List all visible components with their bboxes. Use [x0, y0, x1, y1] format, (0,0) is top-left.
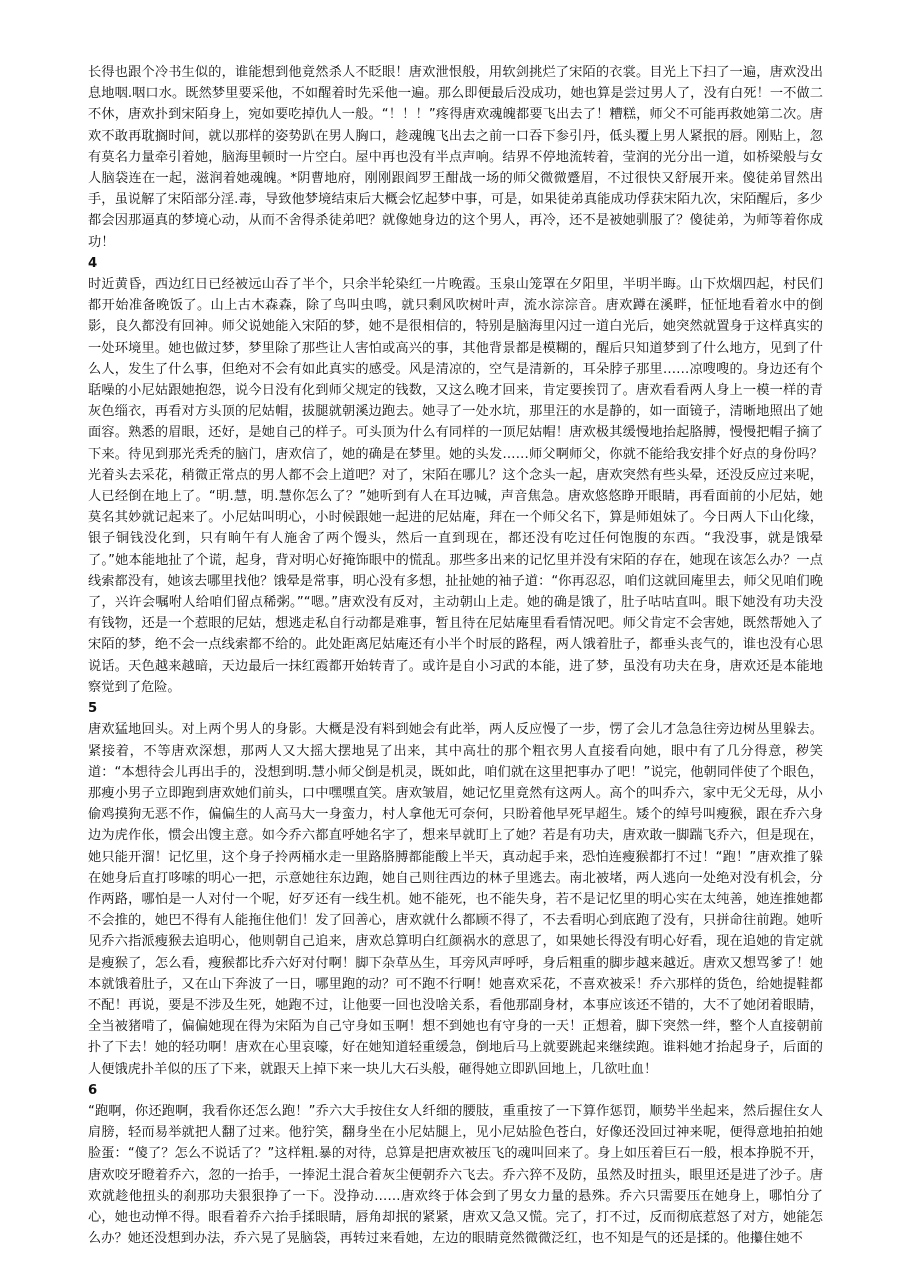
paragraph-chapter-6: “跑啊，你还跑啊，我看你还怎么跑！”乔六大手按住女人纤细的腰肢，重重按了一下算作惩罚，顺势半坐起来，然后握住女人肩膀，轻而易举就把人翻了过来。他狞笑，翻身坐在小尼姑腿上，见小尼姑脸色苍白，好像还没回过神来呢，便得意地拍拍她脸蛋：“傻了？怎么不说话了？”这样粗.暴的对待，总算是把唐欢被压飞的魂叫回来了。身上如压着巨石一般，根本挣脱不开，唐欢咬牙瞪着乔六，忽的一抬手，一捧泥土混合着灰尘便朝乔六飞去。乔六猝不及防，虽然及时扭头，眼里还是进了沙子。唐欢就趁他扭头的刹那功夫狠狠挣了一下。没挣动……唐欢终于体会到了男女力量的悬殊。乔六只需要压在她身上，哪怕分了心，她也动惮不得。眼看着乔六抬手揉眼睛，唇角却抿的紧紧，唐欢又急又慌。完了，打不过，反而彻底惹怒了对方，她能怎么办？她还没想到办法，乔六晃了晃脑袋，再转过来看她，左边的眼睛竟然微微泛红，也不知是气的还是揉的。他攥住她不 — [88, 1103, 823, 1247]
chapter-number-6: 6 — [88, 1082, 98, 1098]
paragraph-chapter-3-ending: 长得也跟个冷书生似的，谁能想到他竟然杀人不眨眼！唐欢泄恨般，用软剑挑烂了宋陌的衣裳。目光上下扫了一遍，唐欢没出息地咽.咽口水。既然梦里要采他，不如醒着时先采他一遍。那么即便最后没成功，她也算是尝过男人了，没有白死！一不做二不休，唐欢扑到宋陌身上，宛如要吃掉仇人一般。“！！！”疼得唐欢魂魄都要飞出去了！糟糕，师父不可能再救她第二次。唐欢不敢再耽搁时间，就以那样的姿势趴在男人胸口，趁魂魄飞出去之前一口吞下参引丹，低头覆上男人紧抿的唇。刚贴上，忽有莫名力量牵引着她，脑海里顿时一片空白。屋中再也没有半点声响。结界不停地流转着，莹润的光分出一道，如桥梁般与女人脑袋连在一起，滋润着她魂魄。*阴曹地府，刚刚跟阎罗王酣战一场的师父微微蹙眉，不过很快又舒展开来。傻徒弟冒然出手，虽说解了宋陌部分淫.毒，导致他梦境结束后大概会忆起梦中事，可是，如果徒弟真能成功俘获宋陌九次，宋陌醒后，多少都会因那逼真的梦境心动，从而不舍得杀徒弟吧？就像她身边的这个男人，再冷，还不是被她驯服了？傻徒弟，为师等着你成功！ — [88, 65, 823, 250]
chapter-number-4: 4 — [88, 255, 98, 271]
chapter-number-5: 5 — [88, 701, 98, 717]
paragraph-chapter-4: 时近黄昏，西边红日已经被远山吞了半个，只余半轮染红一片晚霞。玉泉山笼罩在夕阳里，半明半晦。山下炊烟四起，村民们都开始准备晚饭了。山上古木森森，除了鸟叫虫鸣，就只剩风吹树叶声，流水淙淙音。唐欢蹲在溪畔，怔怔地看着水中的倒影，良久都没有回神。师父说她能入宋陌的梦，她不是很相信的，特别是脑海里闪过一道白光后，她突然就置身于这样真实的一处环境里。她也做过梦，梦里除了那些让人害怕或高兴的事，其他背景都是模糊的，醒后只知道梦到了什么地方，见到了什么人，发生了什么事，但绝对不会有如此真实的感受。风是清凉的，空气是清新的，耳朵脖子那里……凉嗖嗖的。身边还有个聒噪的小尼姑跟她抱怨，说今日没有化到师父规定的钱数，又这么晚才回来，肯定要挨罚了。唐欢看看两人身上一模一样的青灰色缁衣，再看对方头顶的尼姑帽，拔腿就朝溪边跑去。她寻了一处水坑，那里汪的水是静的，如一面镜子，清晰地照出了她面容。熟悉的眉眼，还好，是她自己的样子。可头顶为什么有同样的一顶尼姑帽！唐欢极其缓慢地抬起胳膊，慢慢把帽子摘了下来。待见到那光秃秃的脑门，唐欢信了，她的确是在梦里。她的头发……师父啊师父，你就不能给我安排个好点的身份吗？光着头去采花，稍微正常点的男人都不会上道吧？对了，宋陌在哪儿？这个念头一起，唐欢突然有些头晕，还没反应过来呢，人已经倒在地上了。“明.慧，明.慧你怎么了？”她听到有人在耳边喊，声音焦急。唐欢悠悠睁开眼睛，再看面前的小尼姑，她莫名其妙就记起来了。小尼姑叫明心，小时候跟她一起进的尼姑庵，拜在一个师父名下，算是师姐妹了。今日两人下山化缘，银子铜钱没化到，只有晌午有人施舍了两个馒头，然后一直到现在，都还没有吃过任何饱腹的东西。“我没事，就是饿晕了。”她本能地扯了个谎，起身，背对明心好掩饰眼中的慌乱。那些多出来的记忆里并没有宋陌的存在，她现在该怎么办？一点线索都没有，她该去哪里找他？饿晕是常事，明心没有多想，扯扯她的袖子道：“你再忍忍，咱们这就回庵里去，师父见咱们晚了，兴许会嘱咐人给咱们留点稀粥。”“嗯。”唐欢没有反对，主动朝山上走。她的确是饿了，肚子咕咕直叫。眼下她没有功夫没有钱物，还是一个惹眼的尼姑，想逃走私自行动都是难事，暂且待在尼姑庵里看看情况吧。师父肯定不会害她，既然帮她入了宋陌的梦，绝不会一点线索都不给的。此处距离尼姑庵还有小半个时辰的路程，两人饿着肚子，都垂头丧气的，谁也没有心思说话。天色越来越暗，天边最后一抹红霞都开始转青了。或许是自小习武的本能，进了梦，虽没有功夫在身，唐欢还是本能地察觉到了危险。 — [88, 277, 823, 695]
paragraph-chapter-5: 唐欢猛地回头。对上两个男人的身影。大概是没有料到她会有此举，两人反应慢了一步，愣了会儿才急急往旁边树丛里躲去。紧接着，不等唐欢深想，那两人又大摇大摆地晃了出来，其中高壮的那个粗衣男人直接看向她，眼中有了几分得意，秽笑道：“本想待会儿再出手的，没想到明.慧小师父倒是机灵，既如此，咱们就在这里把事办了吧！”说完，他朝同伴使了个眼色，那瘦小男子立即跑到唐欢她们前头，口中嘿嘿直笑。唐欢皱眉，她记忆里竟然有这两人。高个的叫乔六，家中无父无母，从小偷鸡摸狗无恶不作，偏偏生的人高马大一身蛮力，村人拿他无可奈何，只盼着他早死早超生。矮个的绰号叫瘦猴，跟在乔六身边为虎作伥，惯会出馊主意。如今乔六都直呼她名字了，想来早就盯上了她？若是有功夫，唐欢敢一脚踹飞乔六，但是现在，她只能开溜！记忆里，这个身子拎两桶水走一里路胳膊都能酸上半天，真动起手来，恐怕连瘦猴都打不过！“跑！”唐欢推了躲在她身后直打哆嗦的明心一把，示意她往东边跑，她自己则往西边的林子里逃去。南北被堵，两人逃向一处绝对没有机会，分作两路，哪怕是一人对付一个呢，好歹还有一线生机。她不能死，也不能失身，若不是记忆里的明心实在太纯善，她连推她都不会推的，她巴不得有人能拖住他们！发了回善心，唐欢就什么都顾不得了，不去看明心到底跑了没有，只拼命往前跑。她听见乔六指派瘦猴去追明心，他则朝自己追来，唐欢总算明白红颜祸水的意思了，如果她长得没有明心好看，现在追她的肯定就是瘦猴了，怎么看，瘦猴都比乔六好对付啊！脚下杂草丛生，耳旁风声呼呼，身后粗重的脚步越来越近。唐欢又想骂爹了！她本就饿着肚子，又在山下奔波了一日，哪里跑的动？可不跑不行啊！她喜欢采花，不喜欢被采！乔六那样的货色，给她提鞋都不配！再说，要是不涉及生死，她跑不过，让他要一回也没啥关系，看他那副身材，本事应该还不错的，大不了她闭着眼睛，全当被猪啃了，偏偏她现在得为宋陌为自己守身如玉啊！想不到她也有守身的一天！正想着，脚下突然一绊，整个人直接朝前扑了下去！她的轻功啊！唐欢在心里哀嚎，好在她知道轻重缓急，倒地后马上就要跳起来继续跑。谁料她才抬起身子，后面的人便饿虎扑羊似的压了下来，就跟天上掉下来一块儿大石头般，砸得她立即趴回地上，几欲吐血！ — [88, 722, 823, 1077]
